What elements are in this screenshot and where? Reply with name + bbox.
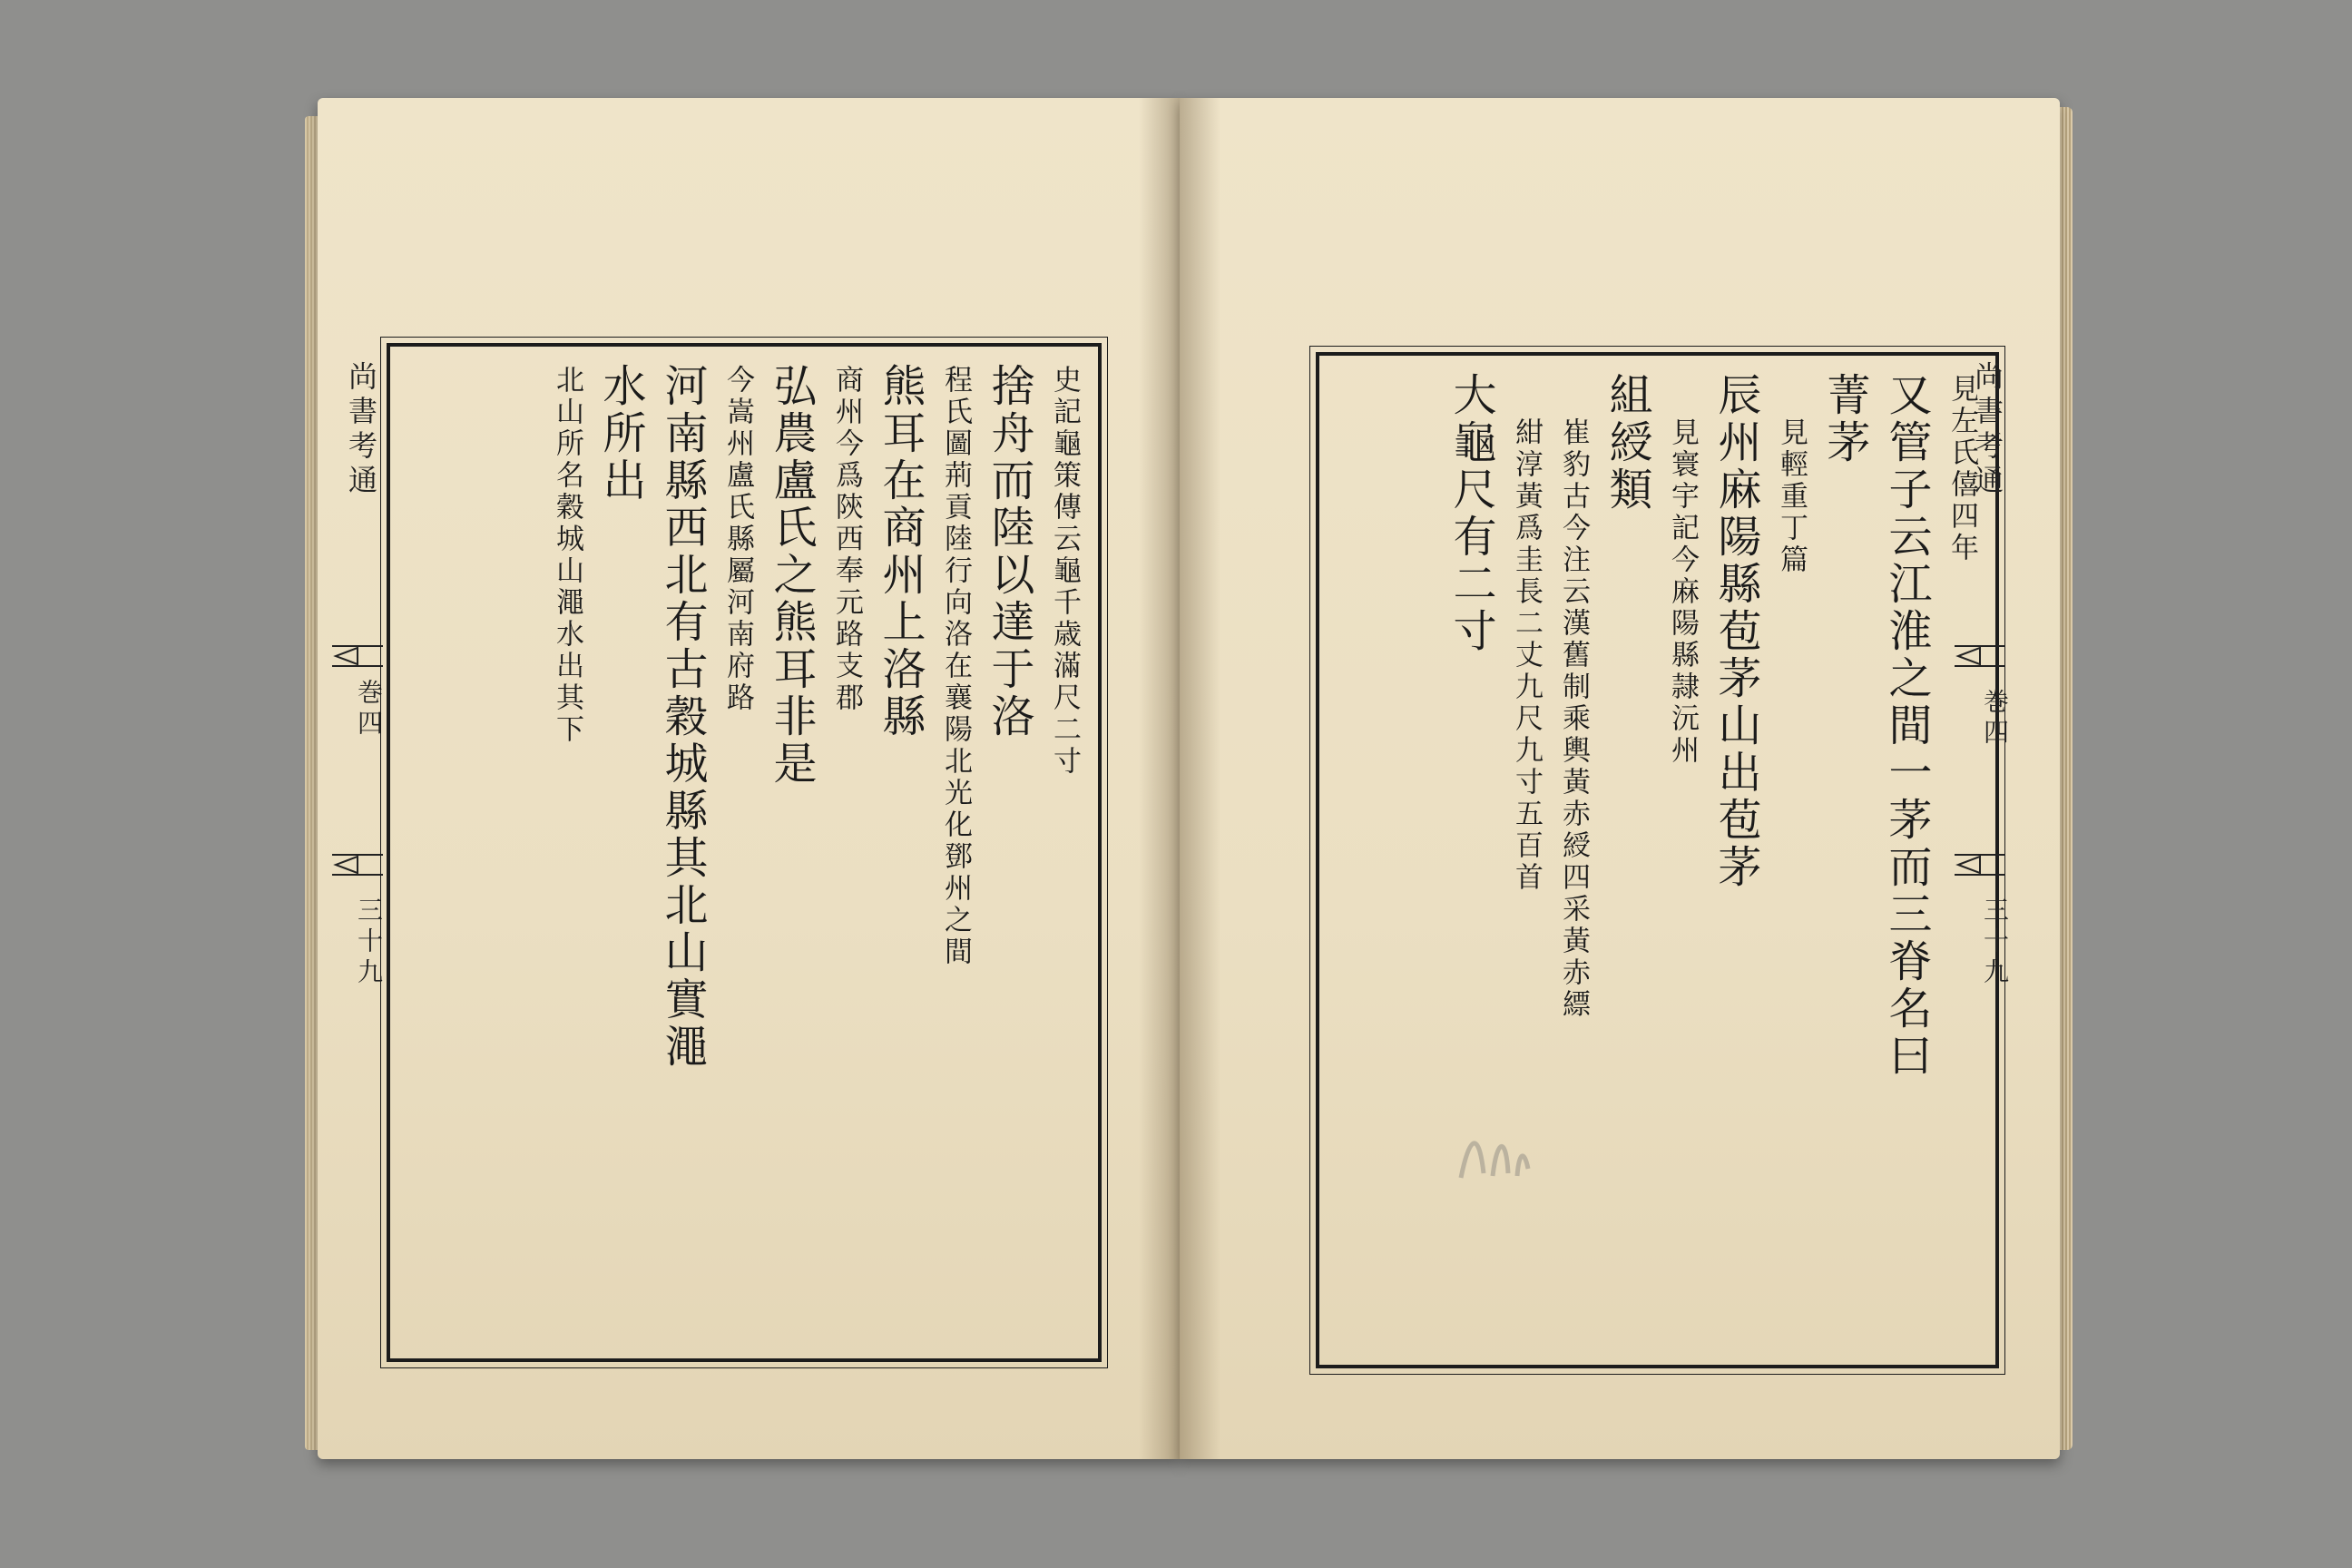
ink-stain — [1452, 1123, 1534, 1187]
text-column: 菁茅 — [1819, 372, 1870, 466]
text-column: 史記龜策傳云龜千歳滿尺二寸 — [1048, 365, 1081, 778]
text-column: 崔豹古今注云漢舊制乘輿黃赤綬四采黃赤縹 — [1557, 417, 1590, 1021]
right-margin-page-number: 三十九 — [1980, 897, 2010, 989]
fish-tail-ornament — [330, 851, 385, 878]
fish-tail-ornament — [1953, 642, 2007, 670]
text-column: 弘農盧氏之熊耳非是 — [766, 363, 817, 788]
right-margin-volume: 巻四 — [1980, 688, 2010, 750]
text-column: 熊耳在商州上洛縣 — [875, 363, 926, 740]
text-column: 見左氏僖四年 — [1945, 374, 1978, 564]
left-text-frame — [387, 343, 1102, 1362]
fish-tail-ornament — [330, 642, 385, 670]
text-column: 今嵩州盧氏縣屬河南府路 — [721, 365, 754, 714]
left-page — [318, 98, 1180, 1459]
text-column: 又管子云江淮之間一茅而三脊名曰 — [1881, 372, 1932, 1080]
text-column: 見寰宇記今麻陽縣隷沅州 — [1666, 417, 1699, 767]
right-page — [1180, 98, 2060, 1459]
open-book — [318, 98, 2060, 1459]
text-column: 北山所名穀城山澠水出其下 — [551, 365, 583, 746]
text-column: 辰州麻陽縣苞茅山出苞茅 — [1710, 372, 1761, 891]
text-column: 捨舟而陸以達于洛 — [984, 363, 1034, 740]
text-column: 組綬類 — [1602, 372, 1652, 514]
left-margin-page-number: 三十九 — [354, 897, 384, 989]
book-gutter — [1139, 98, 1220, 1459]
left-text-columns — [410, 363, 1081, 1342]
text-column: 水所出 — [595, 363, 646, 505]
text-column: 商州今爲陝西奉元路支郡 — [830, 365, 863, 714]
text-column: 大龜尺有二寸 — [1446, 372, 1496, 655]
left-margin-title: 尚書考通 — [344, 361, 378, 499]
fish-tail-ornament — [1953, 851, 2007, 878]
text-column: 紺淳黃爲圭長二丈九尺九寸五百首 — [1510, 417, 1543, 894]
right-text-frame — [1316, 352, 1999, 1368]
text-column: 程氏圖荊貢陸行向洛在襄陽北光化鄧州之間 — [939, 365, 972, 968]
left-margin-volume: 巻四 — [354, 679, 384, 740]
text-column: 河南縣西北有古穀城縣其北山實澠 — [657, 363, 708, 1071]
text-column: 見輕重丁篇 — [1775, 417, 1808, 576]
right-margin-title: 尚書考通 — [1970, 361, 2004, 499]
right-text-columns — [1339, 372, 1978, 1348]
